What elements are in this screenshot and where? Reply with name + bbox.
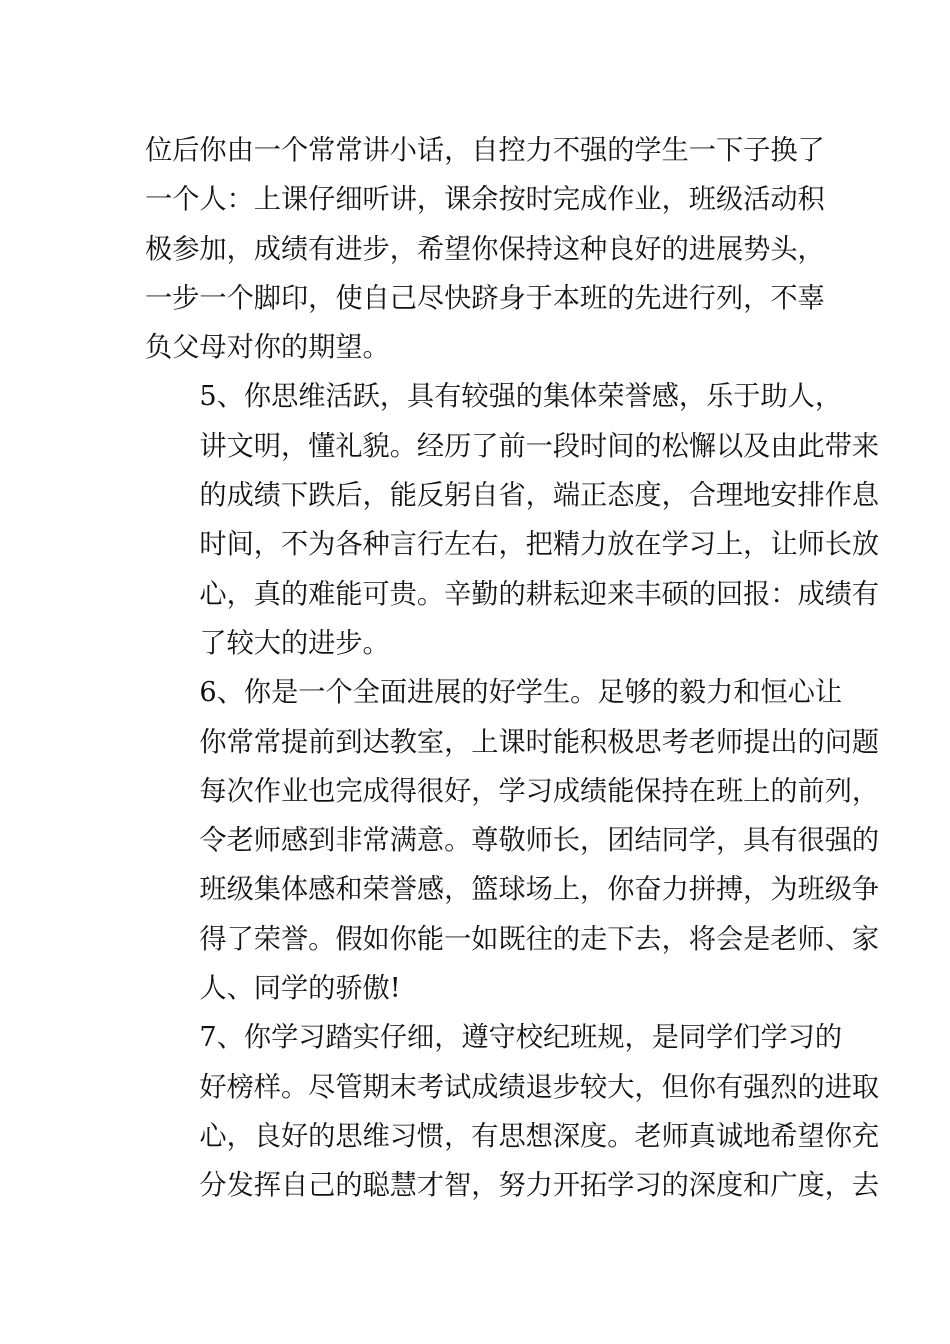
text-line: 时间，不为各种言行左右，把精力放在学习上，让师长放	[199, 529, 880, 561]
paragraph-item-7	[145, 1013, 880, 1210]
paragraph-continuation	[145, 126, 825, 372]
text-line: 得了荣誉。假如你能一如既往的走下去，将会是老师、家	[199, 923, 880, 955]
text-line: 你常常提前到达教室，上课时能积极思考老师提出的问题	[199, 726, 880, 758]
text-line: 班级集体感和荣誉感，篮球场上，你奋力拼搏，为班级争	[199, 874, 880, 906]
text-line: 位后你由一个常常讲小话，自控力不强的学生一下子换了	[145, 135, 825, 166]
text-line: 每次作业也完成得很好，学习成绩能保持在班上的前列，	[199, 775, 880, 807]
paragraph-item-5	[145, 372, 880, 668]
text-line: 6、你是一个全面进展的好学生。足够的毅力和恒心让	[199, 677, 843, 709]
text-line: 心，良好的思维习惯，有思想深度。老师真诚地希望你充	[199, 1120, 880, 1152]
text-line: 一个人：上课仔细听讲，课余按时完成作业，班级活动积	[145, 184, 825, 216]
text-line: 令老师感到非常满意。尊敬师长，团结同学，具有很强的	[199, 825, 880, 857]
text-line: 了较大的进步。	[199, 627, 390, 659]
text-line: 人、同学的骄傲!	[199, 973, 401, 1005]
text-line: 负父母对你的期望。	[145, 332, 390, 364]
text-line: 一步一个脚印，使自己尽快跻身于本班的先进行列，不辜	[145, 282, 825, 314]
paragraph-item-6	[145, 668, 880, 1013]
text-line: 的成绩下跌后，能反躬自省，端正态度，合理地安排作息	[199, 480, 880, 512]
text-line: 好榜样。尽管期末考试成绩退步较大，但你有强烈的进取	[199, 1071, 880, 1103]
text-line: 分发挥自己的聪慧才智，努力开拓学习的深度和广度，去	[199, 1170, 880, 1202]
text-line: 7、你学习踏实仔细，遵守校纪班规，是同学们学习的	[199, 1022, 843, 1054]
text-line: 5、你思维活跃，具有较强的集体荣誉感，乐于助人，	[199, 381, 843, 413]
text-line: 极参加，成绩有进步，希望你保持这种良好的进展势头，	[145, 233, 825, 265]
document-body	[145, 126, 880, 1211]
text-line: 讲文明，懂礼貌。经历了前一段时间的松懈以及由此带来	[199, 430, 880, 462]
text-line: 心，真的难能可贵。辛勤的耕耘迎来丰硕的回报：成绩有	[199, 578, 880, 610]
